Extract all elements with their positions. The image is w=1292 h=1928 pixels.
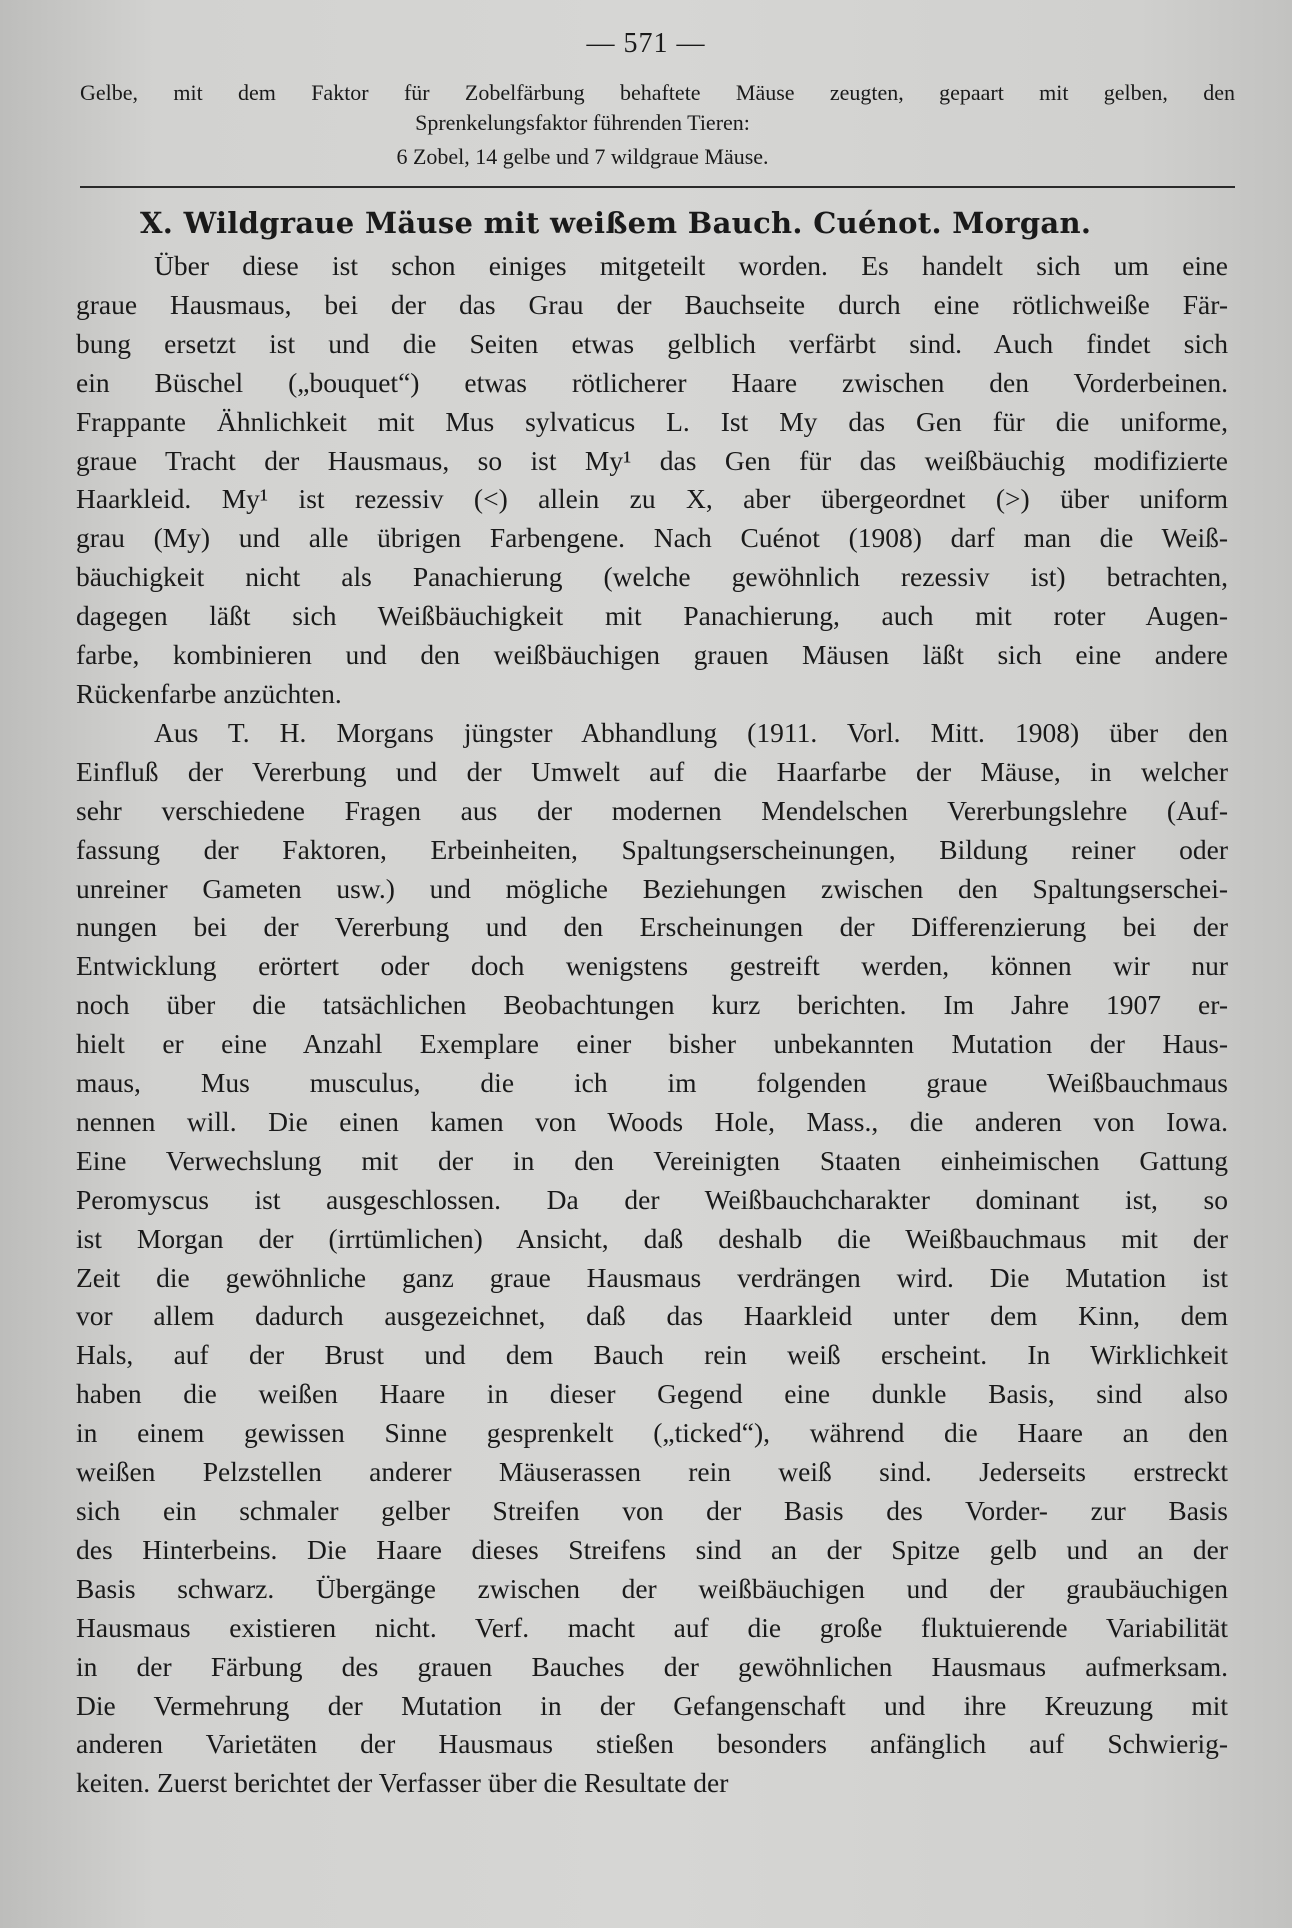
text-line: Rückenfarbe anzüchten. <box>76 677 342 709</box>
text-line: Peromyscus ist ausgeschlossen. Da der Weißbauchcharakter dominant ist, so <box>76 1183 1228 1215</box>
text-line: graue Tracht der Hausmaus, so ist My¹ das Gen für das weißbäuchig modifizierte <box>76 444 1228 476</box>
text-line: Hals, auf der Brust und dem Bauch rein weiß erscheint. In Wirklichkeit <box>76 1339 1228 1371</box>
text-line: dagegen läßt sich Weißbäuchigkeit mit Panachierung, auch mit roter Augen- <box>76 600 1228 632</box>
text-line: Haarkleid. My¹ ist rezessiv (<) allein zu X, aber übergeordnet (>) über uniform <box>76 483 1228 515</box>
text-line: sich ein schmaler gelber Streifen von der Basis des Vorder- zur Basis <box>76 1495 1228 1526</box>
text-line: unreiner Gameten usw.) und mögliche Beziehungen zwischen den Spaltungserschei- <box>76 872 1228 904</box>
text-line: Entwicklung erörtert oder doch wenigstens gestreift werden, können wir nur <box>76 950 1228 982</box>
paragraph-1 <box>76 247 1228 714</box>
text-line: nungen bei der Vererbung und den Erscheinungen der Differenzierung bei der <box>76 911 1228 943</box>
text-line: Basis schwarz. Übergänge zwischen der weißbäuchigen und der graubäuchigen <box>76 1572 1228 1604</box>
previous-section-line: Sprenkelungsfaktor führenden Tieren: <box>415 110 750 135</box>
text-line: keiten. Zuerst berichtet der Verfasser über die Resultate der <box>76 1767 729 1799</box>
text-line: noch über die tatsächlichen Beobachtungen kurz berichten. Im Jahre 1907 er- <box>76 989 1228 1021</box>
text-line: anderen Varietäten der Hausmaus stießen besonders anfänglich auf Schwierig- <box>76 1728 1228 1760</box>
text-line: Einfluß der Vererbung und der Umwelt auf die Haarfarbe der Mäuse, in welcher <box>76 755 1228 787</box>
text-line: Hausmaus existieren nicht. Verf. macht auf die große fluktuierende Variabilität <box>76 1611 1228 1643</box>
paragraph-2 <box>76 714 1228 1803</box>
text-line: farbe, kombinieren und den weißbäuchigen grauen Mäusen läßt sich eine andere <box>76 639 1228 671</box>
text-line: in der Färbung des grauen Bauches der gewöhnlichen Hausmaus aufmerksam. <box>76 1650 1228 1682</box>
text-line: Die Vermehrung der Mutation in der Gefangenschaft und ihre Kreuzung mit <box>76 1689 1228 1721</box>
text-line: Zeit die gewöhnliche ganz graue Hausmaus verdrängen wird. Die Mutation ist <box>76 1261 1228 1293</box>
text-line: hielt er eine Anzahl Exemplare einer bisher unbekannten Mutation der Haus- <box>76 1028 1228 1060</box>
previous-section-result: 6 Zobel, 14 gelbe und 7 wildgraue Mäuse. <box>396 144 769 169</box>
text-line: Aus T. H. Morgans jüngster Abhandlung (1911. Vorl. Mitt. 1908) über den <box>154 716 1228 748</box>
section-heading: X. Wildgraue Mäuse mit weißem Bauch. Cuénot. Morgan. <box>140 206 1092 240</box>
text-line: bäuchigkeit nicht als Panachierung (welche gewöhnlich rezessiv ist) betrachten, <box>76 561 1228 593</box>
text-line: graue Hausmaus, bei der das Grau der Bauchseite durch eine rötlichweiße Fär- <box>76 288 1228 320</box>
text-line: des Hinterbeins. Die Haare dieses Streifens sind an der Spitze gelb und an der <box>76 1533 1228 1565</box>
previous-section-tail <box>80 78 1235 172</box>
text-line: sehr verschiedene Fragen aus der modernen Mendelschen Vererbungslehre (Auf- <box>76 794 1228 826</box>
text-line: fassung der Faktoren, Erbeinheiten, Spaltungserscheinungen, Bildung reiner oder <box>76 833 1228 865</box>
text-line: in einem gewissen Sinne gesprenkelt („ticked“), während die Haare an den <box>76 1417 1228 1449</box>
text-line: ist Morgan der (irrtümlichen) Ansicht, daß deshalb die Weißbauchmaus mit der <box>76 1222 1228 1254</box>
body-text <box>76 247 1228 1803</box>
text-line: weißen Pelzstellen anderer Mäuserassen rein weiß sind. Jederseits erstreckt <box>76 1456 1228 1488</box>
text-line: Eine Verwechslung mit der in den Vereinigten Staaten einheimischen Gattung <box>76 1144 1228 1176</box>
text-line: ein Büschel („bouquet“) etwas rötlicherer Haare zwischen den Vorderbeinen. <box>76 366 1228 398</box>
text-line: grau (My) und alle übrigen Farbengene. Nach Cuénot (1908) darf man die Weiß- <box>76 522 1228 554</box>
text-line: nennen will. Die einen kamen von Woods Hole, Mass., die anderen von Iowa. <box>76 1105 1228 1137</box>
text-line: maus, Mus musculus, die ich im folgenden graue Weißbauchmaus <box>76 1067 1228 1099</box>
section-divider <box>80 186 1235 188</box>
text-line: Frappante Ähnlichkeit mit Mus sylvaticus L. Ist My das Gen für die uniforme, <box>76 405 1228 437</box>
previous-section-line: Gelbe, mit dem Faktor für Zobelfärbung behaftete Mäuse zeugten, gepaart mit gelben, den <box>80 80 1235 105</box>
text-line: vor allem dadurch ausgezeichnet, daß das Haarkleid unter dem Kinn, dem <box>76 1300 1228 1332</box>
text-line: bung ersetzt ist und die Seiten etwas gelblich verfärbt sind. Auch findet sich <box>76 327 1228 359</box>
page-number: — 571 — <box>586 28 706 59</box>
text-line: Über diese ist schon einiges mitgeteilt worden. Es handelt sich um eine <box>154 250 1228 281</box>
text-line: haben die weißen Haare in dieser Gegend eine dunkle Basis, sind also <box>76 1378 1228 1410</box>
